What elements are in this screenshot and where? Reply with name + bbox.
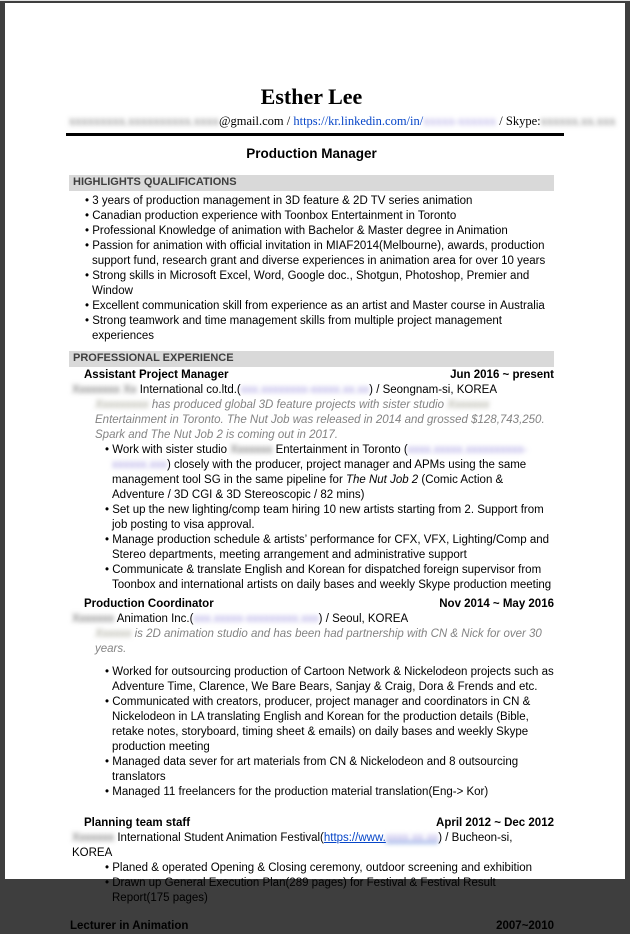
- job-bullet-list: [69, 665, 554, 800]
- skype-label: Skype:: [505, 114, 541, 128]
- job-bullet: • Communicated with creators, producer, project manager and coordinators in CN & Nickelodeon in LA translating English and Korean for the production details (Bible, retake notes, storyboard, timing sheet & emails) on daily bases and weekly Skype production meeting: [69, 695, 554, 755]
- company-text: International co.ltd.(: [136, 384, 241, 396]
- job-bullet: • Planed & operated Opening & Closing ceremony, outdoor screening and exhibition: [69, 861, 554, 876]
- job-planning-team-staff: [69, 816, 554, 906]
- bullet-text: Entertainment in Toronto (: [272, 444, 408, 456]
- film-title: The Nut Job 2: [345, 474, 419, 486]
- summary-text: has produced global 3D feature projects with sister studio: [148, 399, 448, 411]
- resume-content: [5, 3, 625, 934]
- job-title: Production Coordinator: [84, 598, 214, 610]
- job-production-coordinator: [69, 597, 554, 800]
- linkedin-link[interactable]: [293, 114, 496, 128]
- company-location: ) / Bucheon-si, KOREA: [72, 832, 513, 859]
- job-title: Assistant Project Manager: [84, 369, 229, 381]
- redacted-skype-id: xxxxxx.xx.xxx: [540, 114, 616, 128]
- job-bullet: • Set up the new lighting/comp team hiring 10 new artists starting from 2. Support from job posting to visa approval.: [69, 503, 554, 533]
- contact-separator: /: [496, 114, 506, 128]
- highlight-item: • 3 years of production management in 3D feature & 2D TV series animation: [69, 194, 554, 209]
- redacted-company-name: Xxxxxxxx Xx: [72, 384, 137, 396]
- job-bullet-list: [69, 861, 554, 906]
- company-location: ) / Seongnam-si, KOREA: [369, 384, 497, 396]
- target-role-title: Production Manager: [246, 146, 377, 161]
- job-bullet: [69, 443, 554, 503]
- redacted-company-url: xxx.xxxxx-xxxxxxxxx.xxx: [193, 613, 319, 625]
- job-head: [69, 368, 554, 383]
- redacted-festival-url[interactable]: xxxx.xx.xx: [385, 832, 439, 844]
- job-bullet: • Worked for outsourcing production of Cartoon Network & Nickelodeon projects such as Adventure Time, Clarence, We Bare Bears, Sanjay & Craig, Dora & Frends and etc.: [69, 665, 554, 695]
- redacted-studio-name: Xxxxxx: [95, 628, 132, 640]
- job-bullet: • Managed 11 freelancers for the production material translation(Eng-> Kor): [69, 785, 554, 800]
- redacted-studio-url: xxxx.xxxxx.xxxxxxxxxx-xxxxxx.xxx: [112, 444, 528, 471]
- job-bullet: • Manage production schedule & artists’ performance for CFX, VFX, Lighting/Comp and Stereo departments, meeting arrangement and administrative support: [69, 533, 554, 563]
- company-summary: [69, 398, 554, 443]
- bullet-text: Work with sister studio: [112, 444, 231, 456]
- job-head: [69, 597, 554, 612]
- summary-text: Entertainment in Toronto. The Nut Job was released in 2014 and grossed $128,743,250. Spark and The Nut Job 2 is coming out in 2017.: [95, 414, 545, 441]
- job-title: Planning team staff: [84, 817, 191, 829]
- redacted-linkedin-handle[interactable]: xxxxx-xxxxxx: [423, 114, 497, 128]
- linkedin-url-prefix[interactable]: https://kr.linkedin.com/in/: [293, 114, 424, 128]
- contact-separator: /: [283, 114, 294, 128]
- highlight-item: • Professional Knowledge of animation with Bachelor & Master degree in Animation: [69, 224, 554, 239]
- resume-page: [5, 3, 625, 932]
- job-title: Lecturer in Animation: [70, 920, 189, 932]
- redacted-company-url: xxx.xxxxxxxx-xxxxx.xx.xx: [240, 384, 370, 396]
- job-head: [69, 816, 554, 831]
- email-domain: @gmail.com: [219, 114, 284, 128]
- company-line: [69, 612, 554, 627]
- highlight-item: • Strong skills in Microsoft Excel, Word, Google doc., Shotgun, Photoshop, Premier and Window: [69, 269, 554, 299]
- redacted-festival-city: Xxxxxxx: [72, 832, 115, 844]
- redacted-email: xxxxxxxxx.xxxxxxxxxx.xxxx: [69, 114, 219, 128]
- job-bullet: • Communicate & translate English and Korean for dispatched foreign supervisor from Toonbox and international artists on daily bases and weekly Skype production meeting: [69, 563, 554, 593]
- header-rule: [66, 133, 564, 136]
- redacted-studio-name: Xxxxxxxxx: [95, 399, 149, 411]
- summary-text: is 2D animation studio and has been had partnership with CN & Nick for over 30 years.: [95, 628, 542, 655]
- job-bullet-list: [69, 443, 554, 593]
- highlight-item: • Canadian production experience with Toonbox Entertainment in Toronto: [69, 209, 554, 224]
- festival-link[interactable]: [324, 832, 438, 844]
- job-date-range: 2007~2010: [496, 920, 554, 932]
- highlight-item: • Strong teamwork and time management skills from multiple project management experiences: [69, 314, 554, 344]
- redacted-studio-name: Xxxxxxx: [230, 444, 273, 456]
- company-location: ) / Seoul, KOREA: [318, 613, 409, 625]
- job-bullet: • Managed data sever for art materials from CN & Nickelodeon and 8 outsourcing translators: [69, 755, 554, 785]
- job-assistant-project-manager: [69, 368, 554, 593]
- company-summary: [69, 627, 554, 657]
- job-bullet: • Drawn up General Execution Plan(289 pages) for Festival & Festival Result Report(175 pages): [69, 876, 554, 906]
- company-text: International Student Animation Festival(: [114, 832, 324, 844]
- redacted-studio-name: Xxxxxxx: [447, 399, 490, 411]
- job-date-range: April 2012 ~ Dec 2012: [436, 817, 554, 829]
- company-text: Animation Inc.(: [114, 613, 194, 625]
- person-name: Esther Lee: [260, 84, 363, 109]
- job-lecturer-in-animation: [69, 919, 554, 934]
- highlight-item: • Passion for animation with official invitation in MIAF2014(Melbourne), awards, production support fund, research grant and diverse experiences in animation area for over 10 years: [69, 239, 554, 269]
- section-experience-header: PROFESSIONAL EXPERIENCE: [69, 351, 554, 367]
- festival-url-prefix[interactable]: https://www.: [323, 832, 386, 844]
- company-line: [69, 831, 554, 861]
- bullet-text: ) closely with the producer, project manager and APMs using the same management tool SG in the same pipeline for: [112, 459, 527, 486]
- highlight-item: • Excellent communication skill from experience as an artist and Master course in Australia: [69, 299, 554, 314]
- job-date-range: Nov 2014 ~ May 2016: [439, 598, 554, 610]
- redacted-company-name: Xxxxxxx: [72, 613, 115, 625]
- contact-line: [69, 114, 616, 129]
- job-date-range: Jun 2016 ~ present: [450, 369, 554, 381]
- bullet-text: (Comic Action & Adventure / 3D CGI & 3D Stereoscopic / 82 mins): [112, 474, 504, 501]
- highlights-list: [69, 194, 554, 344]
- job-head: [69, 919, 554, 934]
- company-line: [69, 383, 554, 398]
- section-highlights-header: HIGHLIGHTS QUALIFICATIONS: [69, 175, 554, 191]
